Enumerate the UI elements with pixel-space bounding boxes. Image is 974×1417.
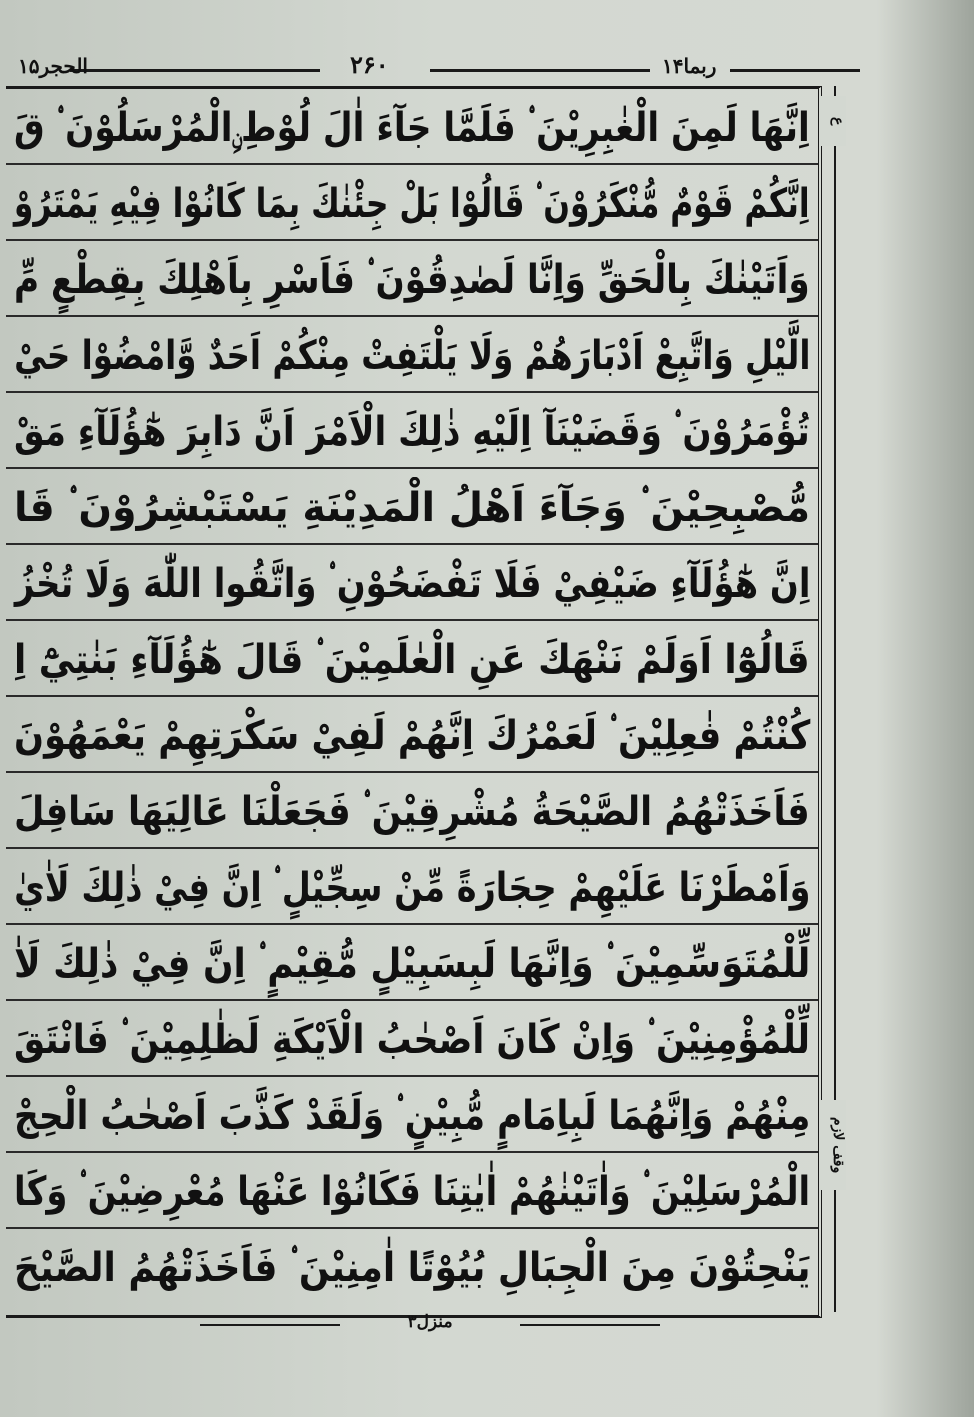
surah-name: الحجر۱۵ — [18, 54, 88, 78]
page-header — [10, 52, 972, 88]
verse-line — [6, 1077, 818, 1153]
ruku-marker-top: ع — [820, 96, 846, 146]
verse-text: الَّيْلِ وَاتَّبِعْ اَدْبَارَهُمْ وَلَا يَلْتَفِتْ مِنْكُمْ اَحَدٌ وَّامْضُوْا حَيْ — [13, 333, 810, 379]
verse-line — [6, 545, 818, 621]
verse-text: اِنَّهَا لَمِنَ الْغٰبِرِيْنَ ۟ فَلَمَّا جَآءَ اٰلَ لُوْطِ ࣙالْمُرْسَلُوْنَ ۟ قَ — [14, 105, 810, 151]
manzil-label: منزل۳ — [407, 1312, 453, 1332]
verse-text: قَالُوْٓا اَوَلَمْ نَنْهَكَ عَنِ الْعٰلَمِيْنَ ۟ قَالَ هٰٓؤُلَآءِ بَنٰتِيْٓ اِ — [14, 637, 810, 683]
header-rule-left — [70, 69, 320, 72]
verse-line — [6, 849, 818, 925]
verse-text: وَاَتَيْنٰكَ بِالْحَقِّ وَاِنَّا لَصٰدِقُوْنَ ۟ فَاَسْرِ بِاَهْلِكَ بِقِطْعٍ مِّ — [14, 257, 810, 303]
verse-line — [6, 697, 818, 773]
footer-rule-right — [520, 1324, 660, 1326]
header-rule-right — [730, 69, 860, 72]
verse-text: كُنْتُمْ فٰعِلِيْنَ ۟ لَعَمْرُكَ اِنَّهُمْ لَفِيْ سَكْرَتِهِمْ يَعْمَهُوْنَ — [13, 713, 810, 759]
verse-line — [6, 241, 818, 317]
verse-text: مِنْهُمْ وَاِنَّهُمَا لَبِاِمَامٍ مُّبِيْنٍ ۟ وَلَقَدْ كَذَّبَ اَصْحٰبُ الْحِجْ — [13, 1093, 810, 1139]
verse-line — [6, 469, 818, 545]
header-rule-middle — [430, 69, 650, 72]
verse-lines — [6, 89, 818, 1315]
verse-text: مُّصْبِحِيْنَ ۟ وَجَآءَ اَهْلُ الْمَدِيْنَةِ يَسْتَبْشِرُوْنَ ۟ قَا — [13, 485, 810, 531]
verse-line — [6, 165, 818, 241]
verse-line — [6, 621, 818, 697]
verse-line — [6, 393, 818, 469]
verse-text: يَنْحِتُوْنَ مِنَ الْجِبَالِ بُيُوْتًا اٰمِنِيْنَ ۟ فَاَخَذَتْهُمُ الصَّيْحَ — [13, 1245, 810, 1291]
verse-text: لِّلْمُتَوَسِّمِيْنَ ۟ وَاِنَّهَا لَبِسَبِيْلٍ مُّقِيْمٍ ۟ اِنَّ فِيْ ذٰلِكَ لَاٰ — [13, 941, 810, 987]
verse-line — [6, 773, 818, 849]
page-number: ۲۶۰ — [350, 50, 389, 79]
verse-line — [6, 317, 818, 393]
verse-line — [6, 925, 818, 1001]
verse-line — [6, 1153, 818, 1229]
ruku-marker-bottom: وقف لازم — [820, 1100, 846, 1190]
verse-text: فَاَخَذَتْهُمُ الصَّيْحَةُ مُشْرِقِيْنَ ۟ فَجَعَلْنَا عَالِيَهَا سَافِلَ — [14, 789, 810, 835]
verse-text: وَاَمْطَرْنَا عَلَيْهِمْ حِجَارَةً مِّنْ سِجِّيْلٍ ۟ اِنَّ فِيْ ذٰلِكَ لَاٰيٰ — [13, 865, 810, 911]
verse-line — [6, 1001, 818, 1077]
verse-text: الْمُرْسَلِيْنَ ۟ وَاٰتَيْنٰهُمْ اٰيٰتِنَا فَكَانُوْا عَنْهَا مُعْرِضِيْنَ ۟ وَكَا — [13, 1169, 810, 1215]
verse-line — [6, 89, 818, 165]
verse-text: اِنَّ هٰٓؤُلَآءِ ضَيْفِيْ فَلَا تَفْضَحُوْنِ ۟ وَاتَّقُوا اللّٰهَ وَلَا تُخْزُ — [14, 561, 810, 607]
verse-text: لِّلْمُؤْمِنِيْنَ ۟ وَاِنْ كَانَ اَصْحٰبُ الْاَيْكَةِ لَظٰلِمِيْنَ ۟ فَانْتَقَ — [14, 1017, 810, 1063]
footer-rule-left — [200, 1324, 340, 1326]
verse-text: تُؤْمَرُوْنَ ۟ وَقَضَيْنَآ اِلَيْهِ ذٰلِكَ الْاَمْرَ اَنَّ دَابِرَ هٰٓؤُلَآءِ مَقْ — [14, 409, 810, 455]
verse-text: اِنَّكُمْ قَوْمٌ مُّنْكَرُوْنَ ۟ قَالُوْا بَلْ جِئْنٰكَ بِمَا كَانُوْا فِيْهِ يَمْتَرُوْ — [14, 181, 810, 227]
juz-name: ربما۱۴ — [662, 54, 717, 78]
text-frame — [6, 86, 822, 1318]
verse-line — [6, 1229, 818, 1315]
